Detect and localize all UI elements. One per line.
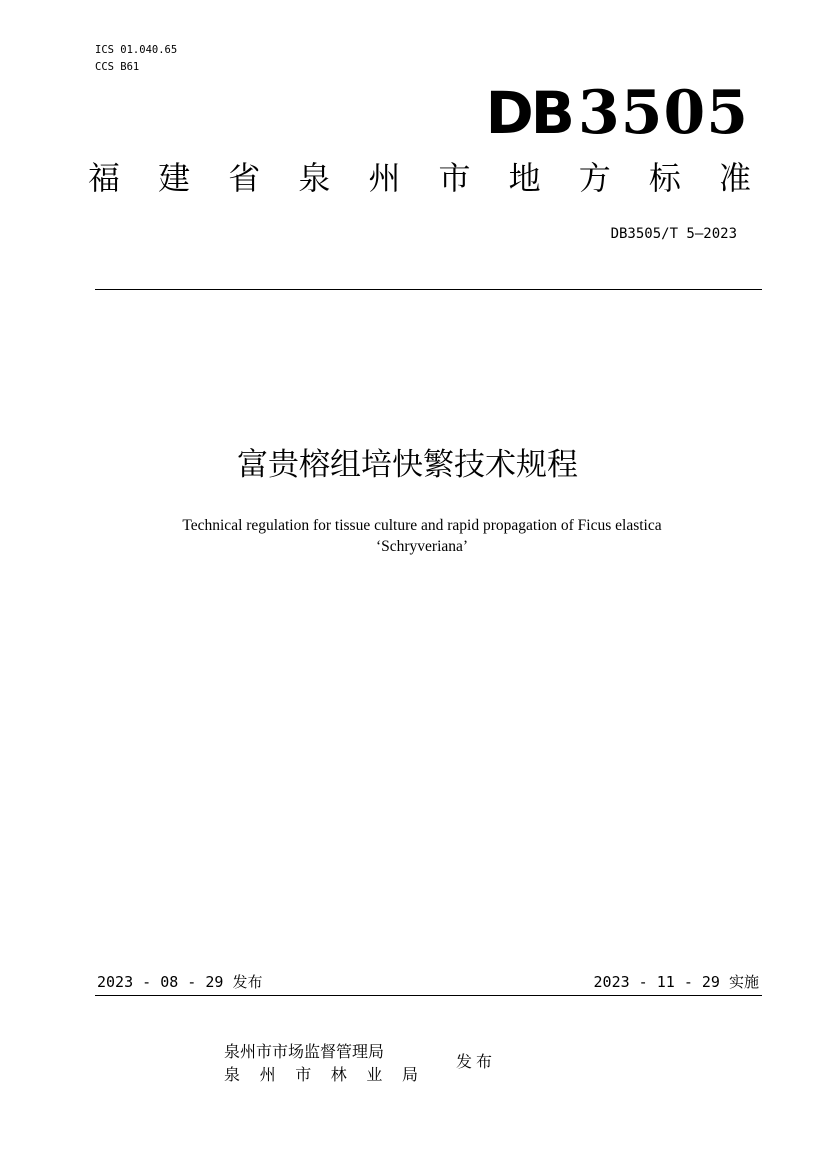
- issue-date: 2023 - 08 - 29 发布: [97, 973, 263, 991]
- ccs-code: CCS B61: [95, 61, 140, 73]
- document-title-chinese: 富贵榕组培快繁技术规程: [237, 447, 578, 483]
- header-divider: [95, 289, 762, 290]
- category-char: 方: [578, 159, 611, 197]
- english-title-line-1: Technical regulation for tissue culture and rapid propagation of Ficus elastica: [182, 517, 662, 534]
- publisher-2-char: 业: [366, 1065, 383, 1084]
- standard-mark: [486, 80, 749, 146]
- standard-mark-prefix: DB: [485, 79, 572, 147]
- publishing-organizations: [224, 1040, 418, 1086]
- category-char: 标: [648, 159, 681, 197]
- publish-label: 发布: [456, 1052, 497, 1071]
- standard-mark-region-code: 3505: [578, 78, 749, 148]
- date-row: [97, 971, 759, 993]
- publisher-2-char: 州: [259, 1065, 276, 1084]
- category-char: 市: [438, 159, 471, 197]
- classification-codes: [95, 42, 177, 76]
- category-char: 福: [88, 159, 121, 197]
- publisher-2-char: 泉: [224, 1065, 241, 1084]
- category-char: 地: [508, 159, 541, 197]
- english-title-line-2: ‘Schryveriana’: [375, 538, 469, 555]
- ics-code: ICS 01.040.65: [95, 44, 178, 56]
- category-char: 省: [228, 159, 261, 197]
- standard-number: DB3505/T 5—2023: [610, 226, 737, 242]
- publisher-2-char: 局: [401, 1065, 418, 1084]
- implementation-date: 2023 - 11 - 29 实施: [593, 973, 759, 991]
- category-char: 准: [718, 159, 751, 197]
- footer-divider: [95, 995, 762, 996]
- category-char: 州: [368, 159, 401, 197]
- publisher-1: 泉州市市场监督管理局: [224, 1042, 385, 1061]
- publisher-2-char: 林: [330, 1065, 347, 1084]
- category-char: 泉: [298, 159, 331, 197]
- document-title-english: [95, 515, 749, 557]
- standard-category-heading: [88, 154, 751, 202]
- category-char: 建: [158, 159, 191, 197]
- publisher-2-char: 市: [295, 1065, 312, 1084]
- publisher-2: [224, 1063, 418, 1086]
